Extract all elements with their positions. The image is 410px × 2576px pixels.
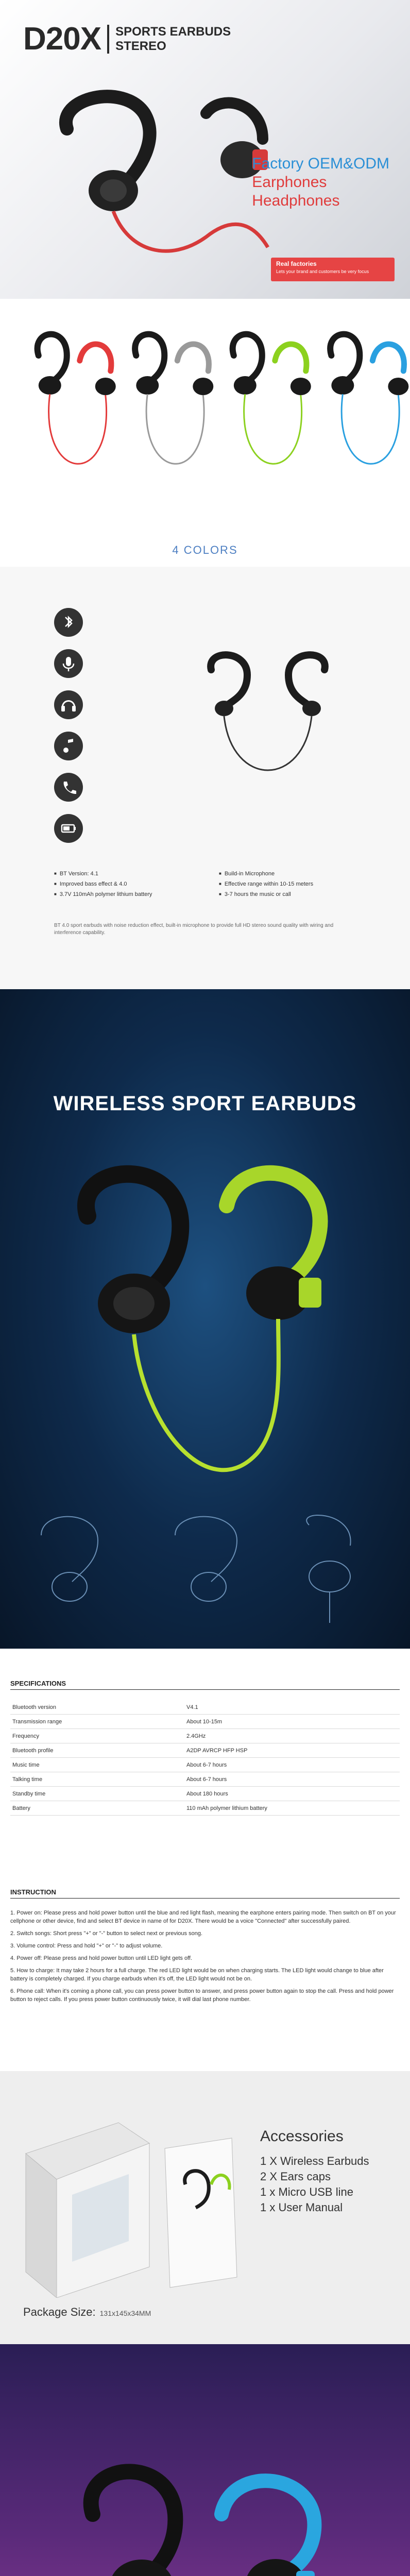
table-row: Transmission range About 10-15m [10, 1715, 400, 1729]
list-item: 6. Phone call: When it's coming a phone call, you can press power button to answer, and press power button again to stop the call. Press and hold power button to reject calls. If you press power button continuously twice, it will dial last phone number. [10, 1988, 394, 2003]
color-variants-image [0, 319, 410, 536]
wireless-banner [0, 989, 410, 1649]
feature-description: BT 4.0 sport earbuds with noise reduction effect, built-in microphone to provide full HD stereo sound quality with wiring and interference capability. [54, 923, 334, 936]
feature-list [54, 871, 363, 897]
model-name: D20X [23, 21, 101, 57]
factory-tagline [252, 155, 389, 210]
feature-item: ■ Improved bass effect & 4.0 [54, 881, 219, 887]
feature-item: ■ BT Version: 4.1 [54, 871, 219, 877]
factory-line-3: Headphones [252, 192, 340, 209]
table-row: Music time About 6-7 hours [10, 1758, 400, 1772]
color-variant-earbuds [330, 334, 408, 464]
title-line-1: SPORTS EARBUDS [115, 24, 231, 39]
title-divider [107, 25, 109, 54]
list-item: 3. Volume control: Press and hold "+" or "-" to adjust volume. [10, 1943, 163, 1949]
features-section [0, 567, 410, 989]
music-note-icon [54, 732, 83, 760]
microphone-icon [54, 649, 83, 678]
factory-line-2: Earphones [252, 174, 327, 191]
package-box-image [15, 2092, 247, 2298]
colors-label: 4 COLORS [172, 544, 238, 556]
hero-banner [0, 0, 410, 299]
neckband-earbuds-image [175, 644, 361, 829]
list-item: 4. Power off: Please press and hold power button until LED light gets off. [10, 1955, 193, 1961]
list-item: 1. Power on: Please press and hold power button until the blue and red light flash, meaning the earphone enters pairing mode. Then switch on BT on your cellphone or other device, find and select BT device in name of for D20X. There would be a voice "Connected" after successfully paired. [10, 1910, 396, 1924]
brand-title [23, 21, 231, 57]
specifications-heading: SPECIFICATIONS [10, 1680, 400, 1690]
feature-item: ■ Effective range within 10-15 meters [219, 881, 363, 887]
hero-earbuds-image [36, 82, 273, 294]
dimension-diagram [21, 1504, 389, 1633]
call-icon [54, 773, 83, 802]
color-variants-section [0, 299, 410, 567]
headphone-icon [54, 690, 83, 719]
list-item: 2 X Ears caps [260, 2170, 331, 2183]
wireless-title: WIRELESS SPORT EARBUDS [53, 1092, 357, 1115]
list-item: 1 x Micro USB line [260, 2185, 353, 2198]
badge-title: Real factories [276, 260, 317, 267]
instruction-heading: INSTRUCTION [10, 1888, 400, 1899]
factory-line-1: Factory OEM&ODM [252, 155, 389, 172]
package-size-value: 131x145x34MM [99, 2309, 151, 2317]
lifestyle-image [0, 2344, 410, 2576]
package-size-label: Package Size: [23, 2306, 96, 2318]
color-variant-earbuds [233, 334, 311, 464]
title-line-2: STEREO [115, 39, 166, 53]
feature-item: ■ Build-in Microphone [219, 871, 363, 877]
feature-item: ■ 3-7 hours the music or call [219, 891, 363, 897]
badge-subtitle: Lets your brand and customers be very focus [276, 269, 369, 274]
instruction-list [10, 1909, 400, 2008]
table-row: Battery 110 mAh polymer lithium battery [10, 1801, 400, 1816]
specifications-table [10, 1700, 400, 1816]
lifestyle-banner [0, 2344, 410, 2576]
list-item: 1 x User Manual [260, 2201, 343, 2214]
real-factories-badge [271, 258, 395, 281]
table-row: Bluetooth profile A2DP AVRCP HFP HSP [10, 1743, 400, 1758]
feature-item: ■ 3.7V 110mAh polymer lithium battery [54, 891, 219, 897]
list-item: 5. How to charge: It may take 2 hours for a full charge. The red LED light would be on when charging starts. The LED light would change to blue after battery is completely charged. If you charge earbuds when it's off, the LED light would not be on. [10, 1968, 384, 1982]
accessories-list [260, 2154, 369, 2215]
table-row: Frequency 2.4GHz [10, 1729, 400, 1743]
color-variant-earbuds [135, 334, 213, 464]
table-row: Standby time About 180 hours [10, 1787, 400, 1801]
table-row: Talking time About 6-7 hours [10, 1772, 400, 1787]
bluetooth-icon [54, 608, 83, 637]
package-section [0, 2071, 410, 2344]
list-item: 1 X Wireless Earbuds [260, 2155, 369, 2167]
color-variant-earbuds [38, 334, 116, 464]
accessories-heading: Accessories [260, 2128, 344, 2145]
list-item: 2. Switch songs: Short press "+" or "-" button to select next or previous song. [10, 1930, 202, 1937]
specifications-section [0, 1649, 410, 2071]
battery-icon [54, 814, 83, 843]
package-size [23, 2306, 151, 2319]
table-row: Bluetooth version V4.1 [10, 1700, 400, 1715]
